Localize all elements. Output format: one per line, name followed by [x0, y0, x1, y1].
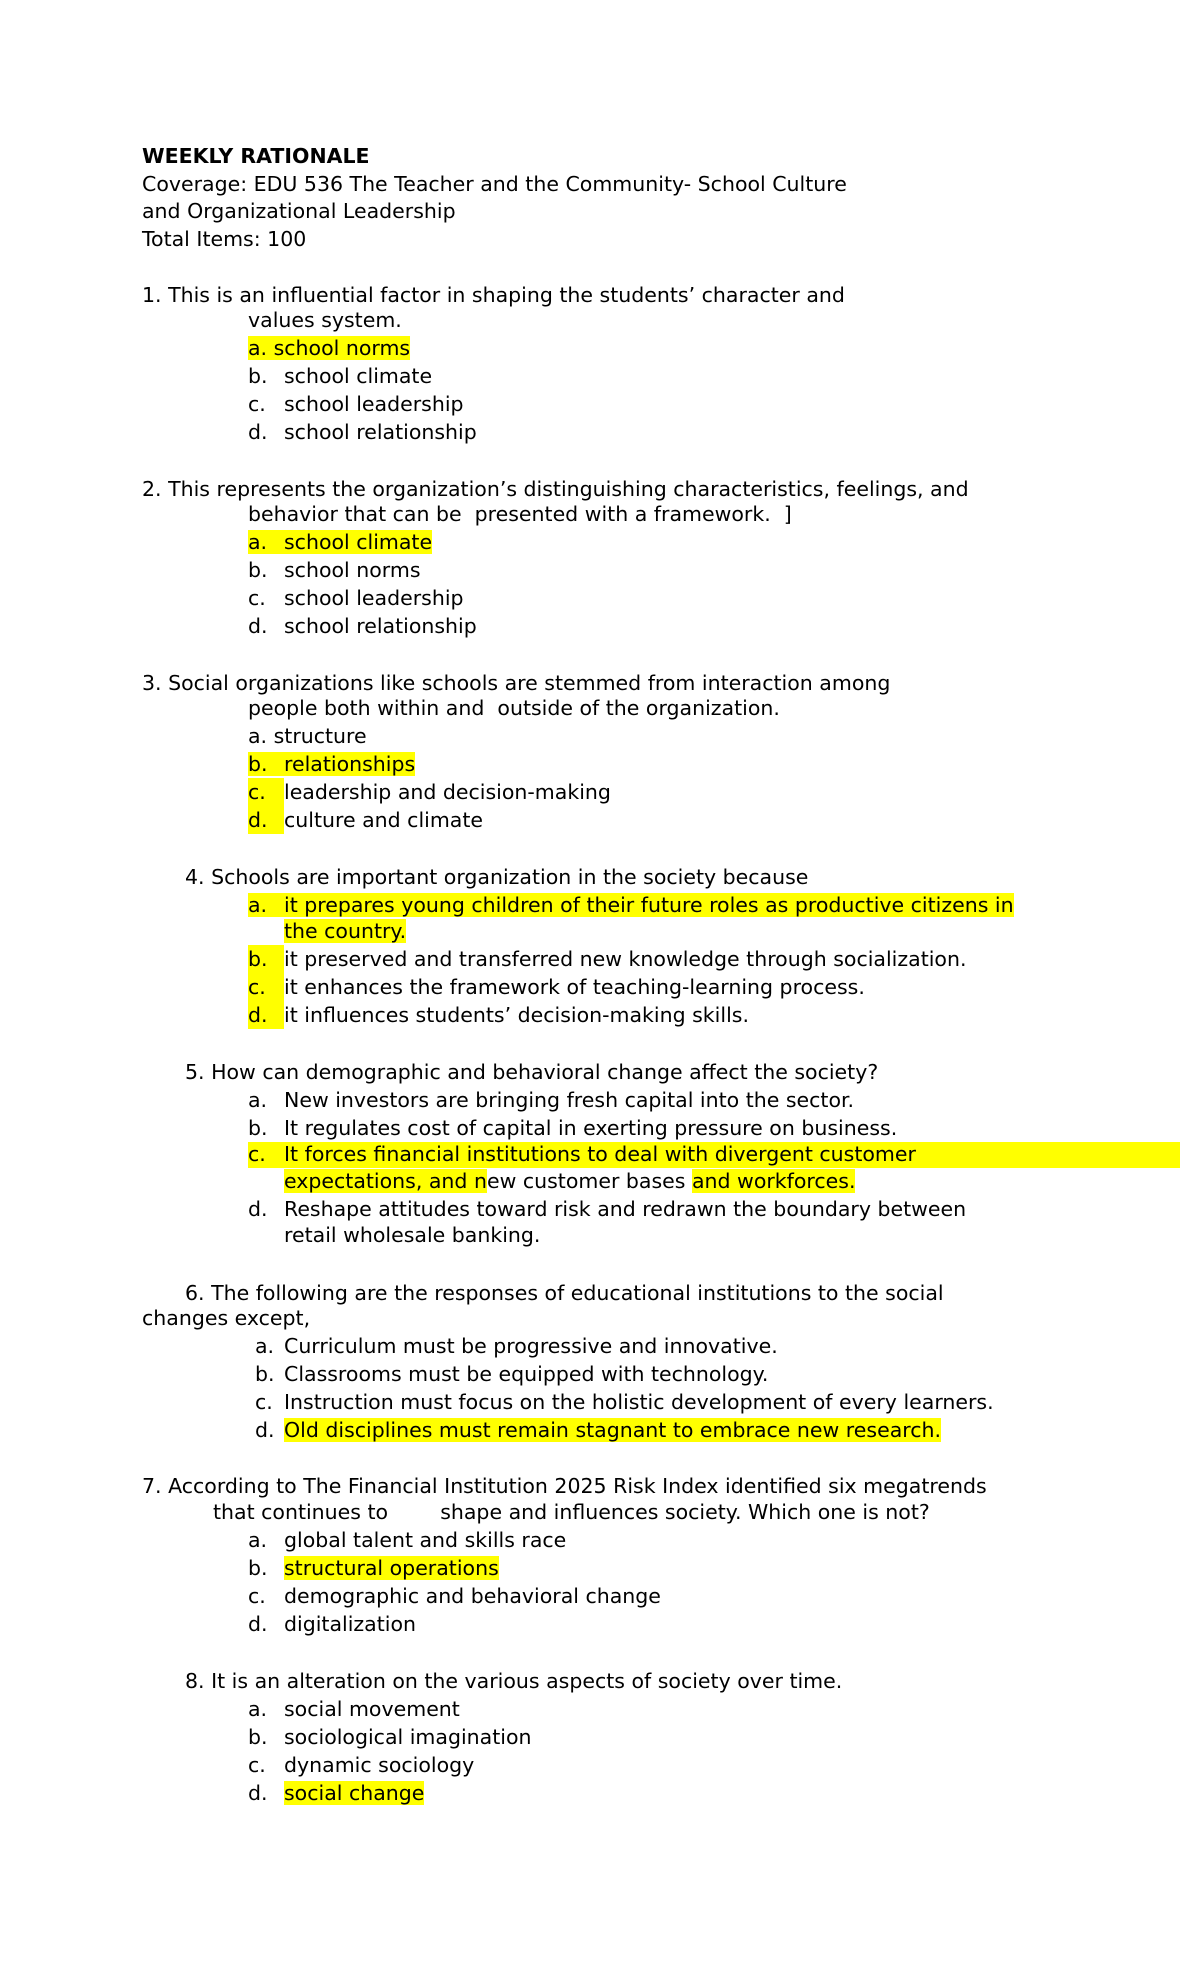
answer-highlight: Old disciplines must remain stagnant to embrace new research.: [284, 1418, 942, 1442]
question-7-option-d: d. digitalization: [248, 1612, 416, 1636]
question-2-option-d: d. school relationship: [248, 614, 477, 638]
question-6-stem: 6. The following are the responses of educational institutions to the social: [185, 1281, 944, 1305]
question-2-stem-cont: behavior that can be presented with a framework. ]: [248, 502, 792, 526]
question-7-stem-cont: that continues to shape and influences society. Which one is not?: [213, 1500, 930, 1524]
question-5-option-d: d. Reshape attitudes toward risk and redrawn the boundary between: [248, 1197, 967, 1221]
question-4-option-b: b. it preserved and transferred new knowledge through socialization.: [248, 947, 967, 971]
question-3-option-b: [248, 750, 415, 778]
question-6-option-c: c. Instruction must focus on the holistic development of every learners.: [255, 1390, 994, 1414]
question-6-option-a: a. Curriculum must be progressive and innovative.: [255, 1334, 778, 1358]
question-6-option-b: b. Classrooms must be equipped with technology.: [255, 1362, 769, 1386]
question-8-option-a: a. social movement: [248, 1697, 460, 1721]
question-8-option-c: c. dynamic sociology: [248, 1753, 475, 1777]
question-6-option-d: d. Old disciplines must remain stagnant to embrace new research.: [255, 1418, 942, 1442]
question-7-stem: 7. According to The Financial Institution 2025 Risk Index identified six megatrends: [142, 1474, 987, 1498]
question-2-option-b: b. school norms: [248, 558, 421, 582]
question-1-option-a: [248, 334, 410, 362]
answer-highlight: b. relationships: [248, 752, 416, 776]
question-5-stem: 5. How can demographic and behavioral change affect the society?: [185, 1060, 879, 1084]
question-1-option-b: b. school climate: [248, 364, 433, 388]
answer-highlight: structural operations: [284, 1556, 499, 1580]
question-2-option-c: c. school leadership: [248, 586, 464, 610]
question-3-stem-cont: people both within and outside of the organization.: [248, 696, 780, 720]
document-title: WEEKLY RATIONALE: [142, 144, 370, 168]
answer-highlight: a. it prepares young children of their future roles as productive citizens in: [248, 893, 1014, 917]
question-1-option-d: d. school relationship: [248, 420, 477, 444]
question-1-stem-cont: values system.: [248, 308, 402, 332]
question-7-option-b: b. structural operations: [248, 1556, 499, 1580]
question-4-option-a: [248, 891, 1014, 919]
question-2-option-a: [248, 528, 432, 556]
question-6-stem-cont: changes except,: [142, 1306, 311, 1330]
answer-highlight: a. school norms: [248, 336, 411, 360]
coverage-line-1: Coverage: EDU 536 The Teacher and the Community- School Culture: [142, 172, 847, 196]
question-5-option-c-cont: expectations, and new customer bases and workforces.: [284, 1169, 856, 1193]
question-5-option-c: c. It forces financial institutions to deal with divergent customer: [248, 1142, 916, 1166]
answer-highlight: a. school climate: [248, 530, 433, 554]
question-1-stem: 1. This is an influential factor in shaping the students’ character and: [142, 283, 845, 307]
question-7-option-a: a. global talent and skills race: [248, 1528, 567, 1552]
question-4-option-a-cont: the country.: [284, 919, 407, 943]
question-1-option-c: c. school leadership: [248, 392, 464, 416]
question-4-stem: 4. Schools are important organization in the society because: [185, 865, 809, 889]
question-3-option-a: a. structure: [248, 724, 367, 748]
question-4-option-c: c. it enhances the framework of teaching-learning process.: [248, 975, 865, 999]
question-4-option-d: d. it influences students’ decision-making skills.: [248, 1003, 749, 1027]
question-7-option-c: c. demographic and behavioral change: [248, 1584, 661, 1608]
question-5-option-a: a. New investors are bringing fresh capital into the sector.: [248, 1088, 855, 1112]
question-3-option-c: c. leadership and decision-making: [248, 780, 611, 804]
question-8-option-b: b. sociological imagination: [248, 1725, 532, 1749]
question-8-option-d: d. social change: [248, 1781, 425, 1805]
question-5-option-b: b. It regulates cost of capital in exerting pressure on business.: [248, 1116, 898, 1140]
question-3-stem: 3. Social organizations like schools are stemmed from interaction among: [142, 671, 891, 695]
total-items: Total Items: 100: [142, 227, 307, 251]
question-5-option-d-cont: retail wholesale banking.: [284, 1223, 541, 1247]
question-3-option-d: d. culture and climate: [248, 808, 484, 832]
question-8-stem: 8. It is an alteration on the various aspects of society over time.: [185, 1669, 843, 1693]
question-2-stem: 2. This represents the organization’s distinguishing characteristics, feelings, and: [142, 477, 969, 501]
coverage-line-2: and Organizational Leadership: [142, 199, 456, 223]
answer-highlight: social change: [284, 1781, 425, 1805]
